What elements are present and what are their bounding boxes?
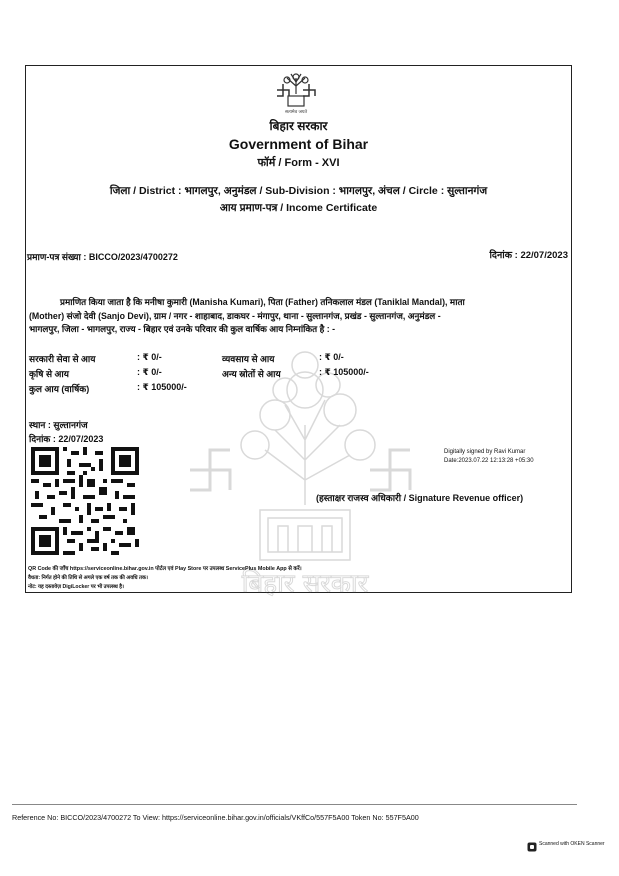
other-income-label: अन्य स्रोतों से आय	[222, 369, 281, 379]
qr-code	[31, 446, 139, 556]
total-income-label: कुल आय (वार्षिक)	[29, 384, 90, 394]
bihar-emblem-icon	[273, 72, 319, 114]
business-income-label: व्यवसाय से आय	[222, 354, 275, 364]
signatory-designation: (हस्ताक्षर राजस्व अधिकारी / Signature Revenue officer)	[316, 493, 524, 503]
issue-date: दिनांक : 22/07/2023	[489, 250, 568, 261]
scanner-watermark: Scanned with OKEN Scanner	[539, 841, 605, 847]
scanner-logo-icon	[527, 839, 537, 849]
other-income-value: : ₹ 105000/-	[319, 367, 369, 377]
qr-verification-note: QR Code की जाँच https://serviceonline.bihar.gov.in पोर्टल एवं Play Store पर उपलब्ध ServicePlus Mobile App से करें।	[28, 566, 302, 572]
emblem-motto: सत्यमेव जयते	[284, 110, 308, 114]
agri-income-label: कृषि से आय	[29, 369, 69, 379]
business-income-value: : ₹ 0/-	[319, 352, 344, 362]
place-date-line: दिनांक : 22/07/2023	[29, 434, 104, 444]
title-english: Government of Bihar	[228, 136, 369, 152]
digilocker-note: नोट: यह दस्तावेज़ DigiLocker पर भी उपलब्ध है।	[28, 584, 124, 590]
certificate-type: आय प्रमाण-पत्र / Income Certificate	[219, 202, 378, 214]
title-hindi: बिहार सरकार	[269, 119, 328, 133]
location-line: जिला / District : भागलपुर, अनुमंडल / Sub-Division : भागलपुर, अंचल / Circle : सुल्तानगंज	[109, 185, 488, 197]
body-line-2: (Mother) संजो देवी (Sanjo Devi), ग्राम / नगर - शाहाबाद, डाकघर - मंगापुर, थाना - सुल्तानगंज, प्रखंड - सुल्तानगंज, अनुमंडल -	[29, 311, 441, 321]
watermark-text: बिहार सरकार	[241, 569, 369, 599]
form-number: फॉर्म / Form - XVI	[257, 157, 340, 169]
validity-note: वैधता: निर्गत होने की तिथि से अगले एक वर्ष तक की अवधि तक।	[28, 575, 148, 581]
agri-income-value: : ₹ 0/-	[137, 367, 162, 377]
body-line-3: भागलपुर, जिला - भागलपुर, राज्य - बिहार एवं उनके परिवार की कुल वार्षिक आय निम्नांकित है : -	[29, 324, 336, 334]
body-line-1: प्रमाणित किया जाता है कि मनीषा कुमारी (Manisha Kumari), पिता (Father) तनिकलाल मंडल (Taniklal Mandal), माता	[60, 297, 465, 307]
total-income-value: : ₹ 105000/-	[137, 382, 187, 392]
govt-income-label: सरकारी सेवा से आय	[29, 354, 96, 364]
bodhi-tree-watermark	[180, 330, 430, 600]
govt-income-value: : ₹ 0/-	[137, 352, 162, 362]
digital-signature-name: Digitally signed by Ravi Kumar	[444, 449, 526, 455]
footer-divider	[12, 804, 577, 805]
place-line: स्थान : सुल्तानगंज	[29, 420, 88, 430]
digital-signature-date: Date:2023.07.22 12:13:28 +05:30	[444, 458, 534, 464]
certificate-number: प्रमाण-पत्र संख्या : BICCO/2023/4700272	[27, 252, 178, 262]
reference-line: Reference No: BICCO/2023/4700272 To View: https://serviceonline.bihar.gov.in/officials/VKffCo/557F5A00 Token No: 557F5A00	[12, 813, 419, 822]
